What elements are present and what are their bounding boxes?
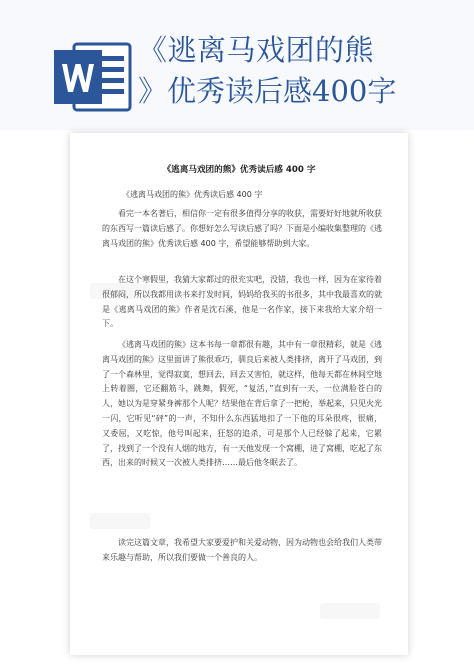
word-document-icon	[52, 36, 134, 118]
paragraph: 《逃离马戏团的熊》这本书每一章都很有趣，其中有一章很精彩，就是《逃离马戏团的熊》这里面讲了熊很乖巧，驯良后来被人类排挤，离开了马戏团，到了一个森林里，觉得寂寞，想回去，回去又害怕，就这样，他每天都在林间空地上转着圈，它还翻筋斗，跳舞，假死，“复活，”直到有一天，一位满脸苍白的人，她以为是穿紧身裤那个人呢？结果他在背后拿了一把枪，举起来，只见火光一闪，它听见“砰”的一声，不知什么东西猛地扣了一下他的耳朵很疼，很痛，又委屈，又吃惊，他号叫起来，狂怒的追杀，可是那个人已经躲了起来，它累了，找到了一个没有人烟的地方，有一天他发现一个窝棚，进了窝棚，吃起了东西，出来的时候又一次被人类排挤……最后他冬眠去了。	[102, 340, 382, 468]
header-title-line2: 》优秀读后感400字	[138, 74, 397, 108]
paragraph: 看完一本名著后，相信你一定有很多值得分享的收获，需要好好地就所收获的东西写一篇读后感了。你想好怎么写读后感了吗？下面是小编收集整理的《逃离马戏团的熊》优秀读后感 400 字，希望能够帮助到大家。	[102, 209, 382, 248]
paragraph: 在这个寒假里，我猜大家都过的很充实吧，没错，我也一样，因为在家待着很郁闷，所以我都用读书来打发时间，妈妈给我买的书很多，其中我最喜欢的就是《逃离马戏团的熊》作者是沈石溪，他是一名作家，接下来我给大家介绍一下。	[102, 275, 382, 329]
watermark	[320, 603, 380, 619]
header-title-line1: 《逃离马戏团的熊	[138, 33, 375, 67]
page-header	[0, 0, 474, 130]
watermark	[90, 513, 150, 529]
document-page	[70, 133, 408, 655]
document-title: 《逃离马戏团的熊》优秀读后感 400 字	[162, 165, 316, 175]
paragraph: 读完这篇文章，我希望大家要爱护和关爱动物，因为动物也会给我们人类带来乐趣与帮助，所以我们要做一个善良的人。	[102, 538, 382, 562]
document-subtitle: 《逃离马戏团的熊》优秀读后感 400 字	[122, 190, 263, 199]
